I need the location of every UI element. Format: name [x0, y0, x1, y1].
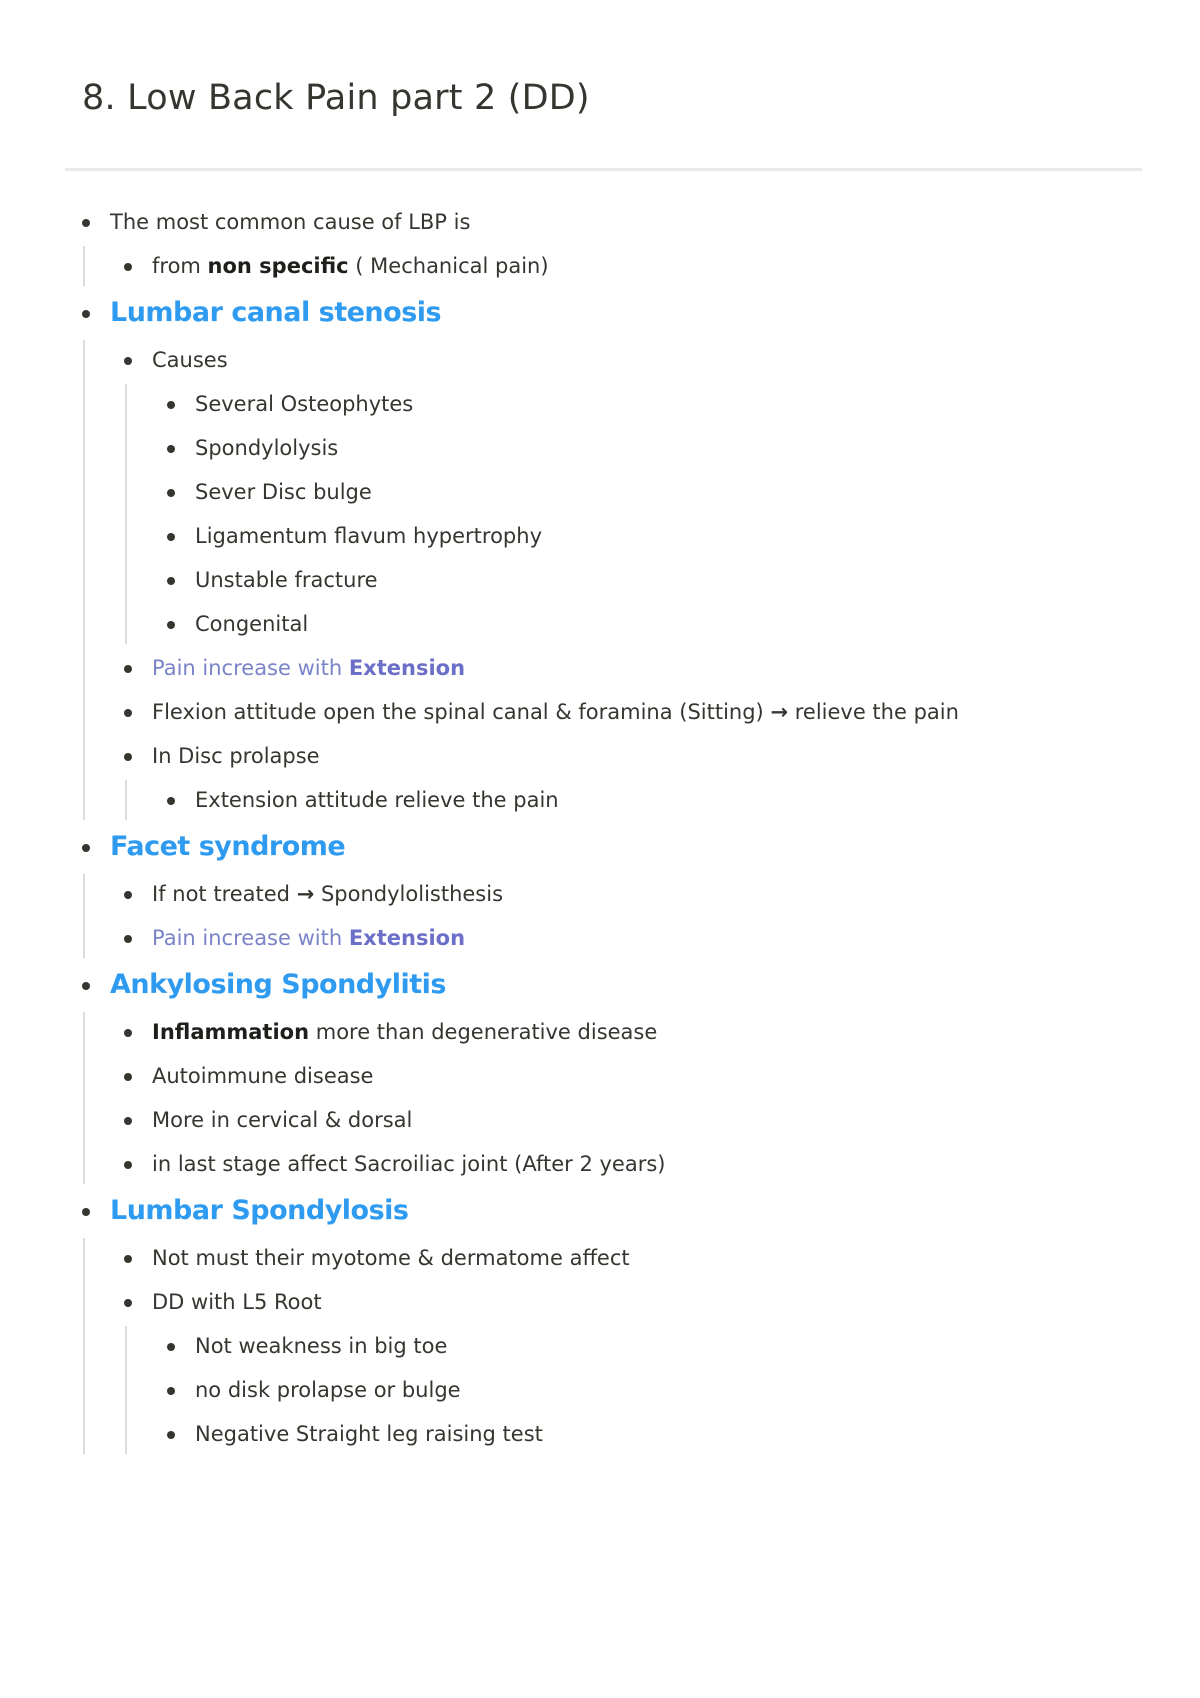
list-item-dd — [0, 1280, 1200, 1456]
non-specific-bold: non specific — [207, 254, 349, 278]
as-children — [0, 1010, 1200, 1186]
page-title: 8. Low Back Pain part 2 (DD) — [82, 78, 590, 118]
disc-child-text: Extension attitude relieve the pain — [195, 788, 559, 812]
intro-text: The most common cause of LBP is — [110, 210, 471, 234]
bullet-icon — [124, 935, 132, 943]
extension-bold: Extension — [348, 926, 466, 950]
section-heading: Lumbar Spondylosis — [110, 1195, 409, 1226]
list-item-causes — [0, 338, 1200, 646]
bullet-icon — [124, 1255, 132, 1263]
bullet-icon — [124, 665, 132, 673]
disc-label: In Disc prolapse — [152, 744, 320, 768]
list-item — [0, 646, 1200, 690]
if-text: If not treated — [152, 882, 297, 906]
pain-text: Pain increase with — [152, 926, 349, 950]
intro-child-from: from — [152, 254, 208, 278]
list-item — [0, 1412, 1200, 1456]
dd-item-text: Negative Straight leg raising test — [195, 1422, 543, 1446]
inflammation-rest: more than degenerative disease — [309, 1020, 658, 1044]
extension-bold: Extension — [348, 656, 466, 680]
bullet-icon — [167, 621, 175, 629]
arrow-right-icon: → — [770, 700, 789, 724]
outline — [0, 200, 1200, 1456]
intro-child-rest: ( Mechanical pain) — [348, 254, 549, 278]
list-item — [0, 778, 1200, 822]
list-item — [0, 426, 1200, 470]
bullet-icon — [167, 1343, 175, 1351]
item-text: More in cervical & dorsal — [152, 1108, 413, 1132]
list-item — [0, 1054, 1200, 1098]
cause-text: Several Osteophytes — [195, 392, 414, 416]
list-item — [0, 872, 1200, 916]
ls-children — [0, 1236, 1200, 1456]
list-item — [0, 1324, 1200, 1368]
section-lumbar-spondylosis — [0, 1186, 1200, 1456]
list-item — [0, 916, 1200, 960]
bullet-icon — [82, 844, 90, 852]
list-item — [0, 690, 1200, 734]
cause-text: Sever Disc bulge — [195, 480, 372, 504]
list-item-disc-prolapse — [0, 734, 1200, 822]
bullet-icon — [124, 709, 132, 717]
if-text-end: Spondylolisthesis — [314, 882, 504, 906]
list-item — [0, 244, 1200, 288]
disc-children — [0, 778, 1200, 822]
list-item — [0, 1098, 1200, 1142]
bullet-icon — [124, 357, 132, 365]
list-item — [0, 558, 1200, 602]
lcs-children — [0, 338, 1200, 822]
bullet-icon — [167, 401, 175, 409]
list-item — [0, 1010, 1200, 1054]
bullet-icon — [124, 753, 132, 761]
cause-text: Unstable fracture — [195, 568, 378, 592]
bullet-icon — [124, 1029, 132, 1037]
list-item — [0, 1236, 1200, 1280]
bullet-icon — [124, 1073, 132, 1081]
list-item — [0, 1142, 1200, 1186]
list-item — [0, 382, 1200, 426]
bullet-icon — [167, 489, 175, 497]
section-lumbar-canal-stenosis — [0, 288, 1200, 822]
dd-item-text: no disk prolapse or bulge — [195, 1378, 461, 1402]
bullet-icon — [167, 1387, 175, 1395]
bullet-icon — [82, 219, 90, 227]
bullet-icon — [82, 310, 90, 318]
title-divider — [65, 168, 1142, 171]
section-heading: Facet syndrome — [110, 831, 346, 862]
causes-list — [0, 382, 1200, 646]
section-heading: Ankylosing Spondylitis — [110, 969, 446, 1000]
bullet-icon — [124, 263, 132, 271]
facet-children — [0, 872, 1200, 960]
bullet-icon — [124, 1161, 132, 1169]
pain-text: Pain increase with — [152, 656, 349, 680]
bullet-icon — [167, 1431, 175, 1439]
bullet-icon — [82, 1208, 90, 1216]
list-item — [0, 514, 1200, 558]
item-text: Not must their myotome & dermatome affect — [152, 1246, 630, 1270]
cause-text: Congenital — [195, 612, 309, 636]
inflammation-bold: Inflammation — [152, 1020, 310, 1044]
cause-text: Ligamentum flavum hypertrophy — [195, 524, 543, 548]
bullet-icon — [124, 1117, 132, 1125]
dd-label: DD with L5 Root — [152, 1290, 322, 1314]
bullet-icon — [124, 1299, 132, 1307]
bullet-icon — [124, 891, 132, 899]
cause-text: Spondylolysis — [195, 436, 339, 460]
bullet-icon — [167, 797, 175, 805]
list-item — [0, 470, 1200, 514]
list-item — [0, 602, 1200, 646]
top-level-list — [0, 200, 1200, 1456]
arrow-right-icon: → — [296, 882, 315, 906]
causes-label: Causes — [152, 348, 228, 372]
section-facet-syndrome — [0, 822, 1200, 960]
list-item-intro — [0, 200, 1200, 288]
bullet-icon — [167, 445, 175, 453]
flexion-text: Flexion attitude open the spinal canal & foramina (Sitting) — [152, 700, 771, 724]
section-heading: Lumbar canal stenosis — [110, 297, 442, 328]
section-ankylosing-spondylitis — [0, 960, 1200, 1186]
bullet-icon — [167, 533, 175, 541]
dd-children — [0, 1324, 1200, 1456]
dd-item-text: Not weakness in big toe — [195, 1334, 448, 1358]
list-item — [0, 1368, 1200, 1412]
item-text: Autoimmune disease — [152, 1064, 374, 1088]
bullet-icon — [82, 982, 90, 990]
item-text: in last stage affect Sacroiliac joint (After 2 years) — [152, 1152, 666, 1176]
bullet-icon — [167, 577, 175, 585]
intro-children — [0, 244, 1200, 288]
flexion-text-end: relieve the pain — [788, 700, 959, 724]
